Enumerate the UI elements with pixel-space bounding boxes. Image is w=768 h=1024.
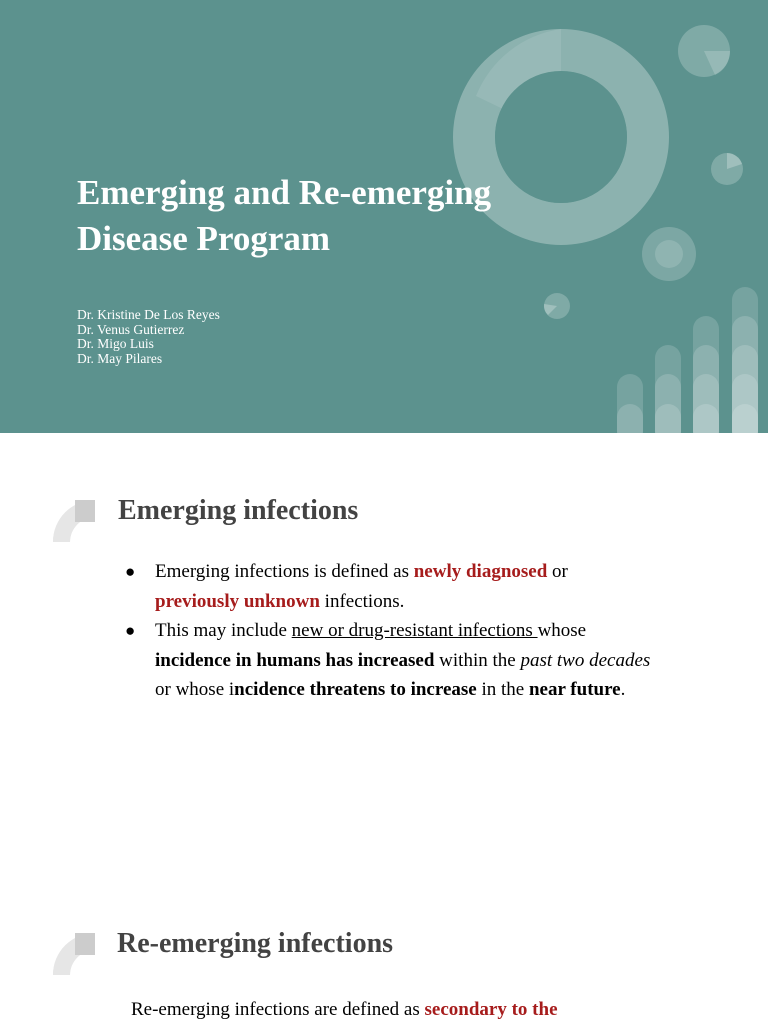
- title-slide: [0, 0, 768, 433]
- author-list: [77, 308, 220, 366]
- highlight-text: secondary to the: [424, 999, 558, 1020]
- highlight-text: newly diagnosed: [413, 561, 548, 582]
- section-heading: Re-emerging infections: [117, 928, 394, 959]
- bar-graphic: [617, 287, 758, 433]
- highlight-text: previously unknown: [155, 590, 320, 612]
- author-name: Dr. May Pilares: [77, 350, 163, 366]
- bullet-icon: ●: [125, 621, 136, 640]
- author-name: Dr. Kristine De Los Reyes: [77, 307, 220, 322]
- author-name: Dr. Venus Gutierrez: [77, 321, 185, 337]
- bullet-list: [125, 557, 655, 705]
- list-item: ● Emerging infections is defined as newly diagnosed or previously unknown infections.: [125, 557, 655, 616]
- definition-text: Re-emerging infections are defined as secondary to the: [131, 999, 558, 1020]
- corner-decoration: [50, 930, 98, 978]
- list-item: ● This may include new or drug-resistant infections whose incidence in humans has increased within the past two decades or whose incidence threatens to increase in the near future.: [125, 616, 655, 705]
- author-name: Dr. Migo Luis: [77, 336, 154, 352]
- bullet-icon: ●: [125, 562, 136, 581]
- corner-decoration: [50, 497, 98, 545]
- slide-title: Emerging and Re-emerging Disease Program: [77, 173, 492, 258]
- section-heading: Emerging infections: [118, 495, 359, 526]
